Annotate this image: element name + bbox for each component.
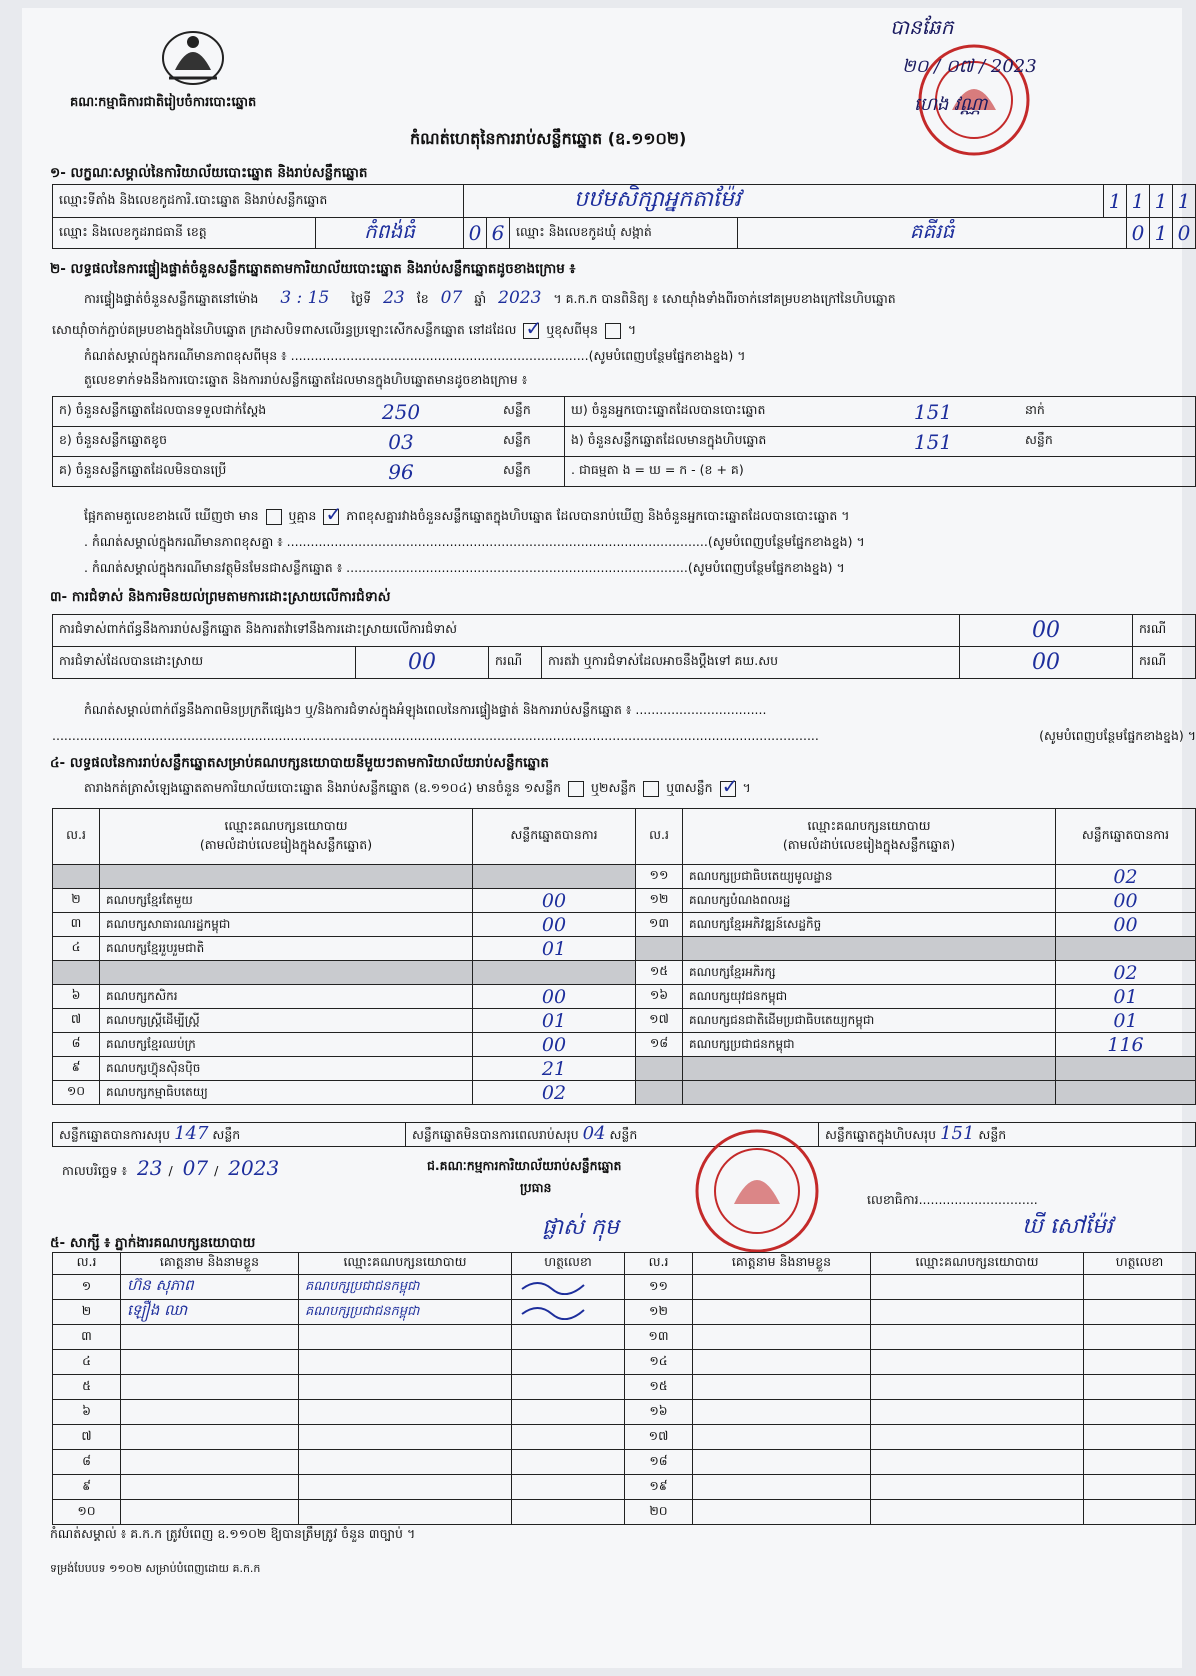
witness-name-2 xyxy=(693,1425,871,1450)
col-no-2: ល.រ xyxy=(636,809,683,865)
verify-year: 2023 xyxy=(498,288,542,308)
witness-no: ៨ xyxy=(53,1450,121,1475)
footer-form-code: ទម្រង់បែបបទ ១១០២ សម្រាប់បំពេញដោយ គ.ក.ក xyxy=(50,1562,261,1575)
witness-name xyxy=(121,1475,299,1500)
difference-note: . កំណត់សម្គាល់ក្នុងករណីមានភាពខុសគ្នា ៖ ..........................................................................................................(សូមបំពេញបន្ថែមផ្នែកខាងខ្នង) ។ xyxy=(84,534,865,549)
witness-party-2 xyxy=(871,1400,1084,1425)
three-sheet-checkbox[interactable] xyxy=(720,781,736,797)
objection-count: 00 xyxy=(960,615,1133,647)
result-row xyxy=(53,913,1196,937)
witness-no: ៥ xyxy=(53,1375,121,1400)
witness-party: គណបក្សប្រជាជនកម្ពុជា xyxy=(299,1300,512,1325)
verify-month-label: ខែ xyxy=(416,291,429,306)
appeal-unit: ករណី xyxy=(1133,647,1196,679)
witness-name xyxy=(121,1325,299,1350)
changed-checkbox[interactable] xyxy=(605,323,621,339)
witness-row xyxy=(53,1475,1196,1500)
verify-time-label: ការផ្ទៀងផ្ទាត់ចំនួនសន្លឹកឆ្នោតនៅម៉ោង xyxy=(84,291,259,306)
figure-label-2: ង) ចំនួនសន្លឹកឆ្នោតដែលមានក្នុងហិបឆ្នោត xyxy=(565,427,848,457)
section2-heading: ២- លទ្ធផលនៃការផ្ទៀងផ្ទាត់ចំនួនសន្លឹកឆ្នោតតាមការិយាល័យបោះឆ្នោត និងរាប់សន្លឹកឆ្នោតដូចខាងក្រោម ៖ xyxy=(50,261,576,277)
result-row xyxy=(53,1033,1196,1057)
figure-unit: សន្លឹក xyxy=(497,427,565,457)
witness-col-party-2: ឈ្មោះគណបក្សនយោបាយ xyxy=(871,1253,1084,1275)
appeal-count: 00 xyxy=(960,647,1133,679)
witness-party-2 xyxy=(871,1425,1084,1450)
commune-code-digit: 0 xyxy=(1127,218,1150,249)
witness-signature-2 xyxy=(1084,1500,1196,1525)
witness-no: ២ xyxy=(53,1300,121,1325)
section1-heading: ១- លក្ខណៈសម្គាល់នៃការិយាល័យបោះឆ្នោត និងរាប់សន្លឹកឆ្នោត xyxy=(50,165,368,181)
result-party-2 xyxy=(683,1081,1056,1105)
verify-year-label: ឆ្នាំ xyxy=(474,291,487,306)
witness-name-2 xyxy=(693,1350,871,1375)
witness-signature xyxy=(512,1300,625,1325)
chair-label: ប្រធាន xyxy=(520,1180,552,1195)
total-in-box: សន្លឹកឆ្នោតក្នុងហិបសរុប 151 សន្លឹក xyxy=(819,1123,1196,1147)
result-row xyxy=(53,1057,1196,1081)
result-no-2 xyxy=(636,1057,683,1081)
witness-party: គណបក្សប្រជាជនកម្ពុជា xyxy=(299,1275,512,1300)
committee-red-stamp xyxy=(682,1126,832,1256)
result-party: គណបក្សហ៊្វុនស៊ិនប៉ិច xyxy=(100,1057,473,1081)
station-code-digit: 1 xyxy=(1173,185,1196,218)
no-difference-checkbox[interactable] xyxy=(323,509,339,525)
footer-note: កំណត់សម្គាល់ ៖ គ.ក.ក ត្រូវបំពេញ ឧ.១១០២ ឱ្យបានត្រឹមត្រូវ ចំនួន ៣ច្បាប់ ។ xyxy=(50,1526,416,1541)
witness-row xyxy=(53,1450,1196,1475)
witness-signature xyxy=(512,1450,625,1475)
figures-row xyxy=(53,397,1196,427)
compare-has-label: ផ្អែកតាមតួលេខខាងលើ ឃើញថា មាន xyxy=(84,508,259,523)
tally-two-label: ឬ២សន្លឹក xyxy=(591,780,637,795)
result-row xyxy=(53,1009,1196,1033)
result-party-2 xyxy=(683,1057,1056,1081)
station-code-digit: 1 xyxy=(1150,185,1173,218)
result-votes xyxy=(473,865,636,889)
witness-row xyxy=(53,1300,1196,1325)
result-votes-2: 116 xyxy=(1056,1033,1196,1057)
witness-party-2 xyxy=(871,1350,1084,1375)
witness-name xyxy=(121,1500,299,1525)
witness-signature xyxy=(512,1475,625,1500)
witness-no: ៤ xyxy=(53,1350,121,1375)
witness-no-2: ១៦ xyxy=(625,1400,693,1425)
result-no-2: ១៨ xyxy=(636,1033,683,1057)
result-votes-2: 01 xyxy=(1056,1009,1196,1033)
result-party-2: គណបក្សប្រជាជនកម្ពុជា xyxy=(683,1033,1056,1057)
witness-name-2 xyxy=(693,1500,871,1525)
witness-row xyxy=(53,1500,1196,1525)
witness-no-2: ២០ xyxy=(625,1500,693,1525)
figure-value: 250 xyxy=(305,397,497,427)
result-party: គណបក្សកសិករ xyxy=(100,985,473,1009)
figure-unit: សន្លឹក xyxy=(497,457,565,487)
witness-col-sign: ហត្ថលេខា xyxy=(512,1253,625,1275)
objection-unit: ករណី xyxy=(1133,615,1196,647)
result-no-2: ១៦ xyxy=(636,985,683,1009)
witness-party-2 xyxy=(871,1500,1084,1525)
tally-sheet-line: តារាងកត់ត្រាសំឡេងឆ្នោតតាមការិយាល័យបោះឆ្នោត និងរាប់សន្លឹកឆ្នោត (ឧ.១១០៤) មានចំនួន ១សន្លឹក ឬ២សន្លឹក ឬ៣សន្លឹក ✓ ។ xyxy=(84,780,751,799)
resolved-label: ការជំទាស់ដែលបានដោះស្រាយ xyxy=(53,647,356,679)
figures-table xyxy=(52,396,1196,487)
stamp-check-name: ហេង វណ្ណា xyxy=(914,94,988,115)
result-party: គណបក្សខ្មែរឈប់ក្រ xyxy=(100,1033,473,1057)
verify-line-tail: ។ គ.ក.ក បានពិនិត្យ ៖ សោយ៉ាំងទាំងពីរចាក់នៅគម្របខាងក្រៅនៃហិបឆ្នោត xyxy=(553,291,896,306)
result-party-2: គណបក្សជនជាតិដើមប្រជាធិបតេយ្យកម្ពុជា xyxy=(683,1009,1056,1033)
witness-no-2: ១៧ xyxy=(625,1425,693,1450)
figure-value: 96 xyxy=(305,457,497,487)
irregularity-note: កំណត់សម្គាល់ពាក់ព័ន្ធនឹងភាពមិនប្រក្រតីផ្សេងៗ ឬ/និងការជំទាស់ក្នុងអំឡុងពេលនៃការផ្ទៀងផ្ទាត់ និងការរាប់សន្លឹកឆ្នោត ៖ ................................. xyxy=(84,702,767,717)
result-no-2: ១៥ xyxy=(636,961,683,985)
station-code-digit: 1 xyxy=(1127,185,1150,218)
witness-no-2: ១៤ xyxy=(625,1350,693,1375)
witness-no: ១០ xyxy=(53,1500,121,1525)
witness-row xyxy=(53,1400,1196,1425)
result-votes: 01 xyxy=(473,1009,636,1033)
witness-row xyxy=(53,1375,1196,1400)
witness-no: ១ xyxy=(53,1275,121,1300)
figures-row xyxy=(53,457,1196,487)
col-party: ឈ្មោះគណបក្សនយោបាយ (តាមលំដាប់លេខរៀងក្នុងសន្លឹកឆ្នោត) xyxy=(100,809,473,865)
result-no: ៧ xyxy=(53,1009,100,1033)
witness-signature-2 xyxy=(1084,1425,1196,1450)
has-difference-checkbox[interactable] xyxy=(266,509,282,525)
witness-row xyxy=(53,1425,1196,1450)
commission-emblem-icon xyxy=(157,20,229,88)
witness-party-2 xyxy=(871,1275,1084,1300)
chair-signature: ផ្លាស់ កុម xyxy=(542,1215,619,1240)
total-invalid: សន្លឹកឆ្នោតមិនបានការពេលរាប់សរុប 04 សន្លឹក xyxy=(406,1123,819,1147)
result-row xyxy=(53,985,1196,1009)
result-no-2 xyxy=(636,1081,683,1105)
verify-time: 3 : 15 xyxy=(280,288,330,308)
witness-col-no-2: ល.រ xyxy=(625,1253,693,1275)
result-votes xyxy=(473,961,636,985)
witness-party xyxy=(299,1450,512,1475)
witness-no-2: ១២ xyxy=(625,1300,693,1325)
result-party-2: គណបក្សប្រជាធិបតេយ្យមូលដ្ឋាន xyxy=(683,865,1056,889)
results-table xyxy=(52,808,1196,1105)
result-no-2: ១១ xyxy=(636,865,683,889)
witness-row xyxy=(53,1275,1196,1300)
province-code-digit: 6 xyxy=(487,218,510,249)
objections-table xyxy=(52,614,1196,679)
result-no: ៨ xyxy=(53,1033,100,1057)
witness-party-2 xyxy=(871,1375,1084,1400)
result-party-2: គណបក្សខ្មែរអភិវឌ្ឍន៍សេដ្ឋកិច្ច xyxy=(683,913,1056,937)
one-sheet-checkbox[interactable] xyxy=(568,781,584,797)
secretary-label: លេខាធិការ.............................. xyxy=(867,1192,1038,1207)
province-label: ឈ្មោះ និងលេខកូដរាជធានី ខេត្ត xyxy=(53,218,316,249)
verify-changed-note: កំណត់សម្គាល់ក្នុងករណីមានភាពខុសពីមុន ៖ ...........................................................................(សូមបំពេញបន្ថែមផ្នែកខាងខ្នង) ។ xyxy=(84,348,746,363)
result-votes-2: 02 xyxy=(1056,865,1196,889)
witness-no: ៦ xyxy=(53,1400,121,1425)
tally-three-label: ឬ៣សន្លឹក xyxy=(666,780,713,795)
verify-changed-label: ឬខុសពីមុន xyxy=(546,322,598,337)
result-row xyxy=(53,961,1196,985)
result-votes-2 xyxy=(1056,937,1196,961)
col-votes-2: សន្លឹកឆ្នោតបានការ xyxy=(1056,809,1196,865)
witness-col-sign-2: ហត្ថលេខា xyxy=(1084,1253,1196,1275)
verify-day-label: ថ្ងៃទី xyxy=(351,291,372,306)
witness-party xyxy=(299,1400,512,1425)
figure-label: ក) ចំនួនសន្លឹកឆ្នោតដែលបានទទួលជាក់ស្តែង xyxy=(53,397,306,427)
col-no: ល.រ xyxy=(53,809,100,865)
compare-none-label: ឬគ្មាន xyxy=(288,508,317,523)
witness-party-2 xyxy=(871,1475,1084,1500)
unchanged-checkbox[interactable] xyxy=(523,323,539,339)
date-month: 07 xyxy=(182,1156,209,1180)
objection-label: ការជំទាស់ពាក់ព័ន្ធនឹងការរាប់សន្លឹកឆ្នោត និងការតវ៉ាទៅនឹងការដោះស្រាយលើការជំទាស់ xyxy=(53,615,960,647)
witness-signature-2 xyxy=(1084,1325,1196,1350)
witness-signature xyxy=(512,1500,625,1525)
witness-no: ៧ xyxy=(53,1425,121,1450)
result-no: ២ xyxy=(53,889,100,913)
figure-value-2: 151 xyxy=(847,427,1019,457)
witness-party xyxy=(299,1425,512,1450)
result-row xyxy=(53,889,1196,913)
province-code-digit: 0 xyxy=(464,218,487,249)
verification-line-1 xyxy=(84,288,1184,310)
witness-name xyxy=(121,1450,299,1475)
witness-no-2: ១៥ xyxy=(625,1375,693,1400)
figure-unit-2: នាក់ xyxy=(1019,397,1196,427)
witness-party-2 xyxy=(871,1325,1084,1350)
result-votes-2 xyxy=(1056,1057,1196,1081)
result-votes: 21 xyxy=(473,1057,636,1081)
result-no-2: ១២ xyxy=(636,889,683,913)
result-votes-2: 01 xyxy=(1056,985,1196,1009)
result-votes-2: 00 xyxy=(1056,913,1196,937)
result-no-2: ១៣ xyxy=(636,913,683,937)
section3-heading: ៣- ការជំទាស់ និងការមិនយល់ព្រមតាមការដោះស្រាយលើការជំទាស់ xyxy=(50,589,391,605)
result-no: ៤ xyxy=(53,937,100,961)
commune-code-digit: 0 xyxy=(1173,218,1196,249)
witness-party xyxy=(299,1500,512,1525)
witness-name-2 xyxy=(693,1475,871,1500)
figure-label: ខ) ចំនួនសន្លឹកឆ្នោតខូច xyxy=(53,427,306,457)
witness-signature-2 xyxy=(1084,1350,1196,1375)
witness-no-2: ១៩ xyxy=(625,1475,693,1500)
resolved-count: 00 xyxy=(356,647,489,679)
commune-code-digit: 1 xyxy=(1150,218,1173,249)
witness-name: ហ៊ន សុភាព xyxy=(121,1275,299,1300)
result-row xyxy=(53,937,1196,961)
witness-row xyxy=(53,1350,1196,1375)
result-party-2: គណបក្សខ្មែរអភិរក្ស xyxy=(683,961,1056,985)
result-no: ៦ xyxy=(53,985,100,1009)
result-row xyxy=(53,1081,1196,1105)
result-votes: 01 xyxy=(473,937,636,961)
result-votes: 00 xyxy=(473,1033,636,1057)
result-party: គណបក្សកម្មាធិបតេយ្យ xyxy=(100,1081,473,1105)
signature-scribble xyxy=(518,1277,598,1295)
result-party: គណបក្សខ្មែររួបរួមជាតិ xyxy=(100,937,473,961)
witness-party xyxy=(299,1475,512,1500)
section1-table xyxy=(52,184,1196,249)
stamp-check-date: ២០ / ០៧ / 2023 xyxy=(902,56,1037,77)
witness-no: ៩ xyxy=(53,1475,121,1500)
result-votes: 00 xyxy=(473,889,636,913)
witness-col-no: ល.រ xyxy=(53,1253,121,1275)
result-party: គណបក្សសាធារណរដ្ឋកម្ពុជា xyxy=(100,913,473,937)
committee-label: ជ.គណៈកម្មការការិយាល័យរាប់សន្លឹកឆ្នោត xyxy=(427,1158,622,1173)
result-votes-2: 02 xyxy=(1056,961,1196,985)
witness-signature xyxy=(512,1375,625,1400)
witness-signature xyxy=(512,1325,625,1350)
result-no xyxy=(53,865,100,889)
witness-name-2 xyxy=(693,1450,871,1475)
witness-signature xyxy=(512,1350,625,1375)
witness-name-2 xyxy=(693,1275,871,1300)
commission-name: គណៈកម្មាធិការជាតិរៀបចំការបោះឆ្នោត xyxy=(70,95,257,110)
witness-no: ៣ xyxy=(53,1325,121,1350)
figure-unit-2: សន្លឹក xyxy=(1019,427,1196,457)
result-no: ៩ xyxy=(53,1057,100,1081)
witness-no-2: ១៣ xyxy=(625,1325,693,1350)
station-label: ឈ្មោះទីតាំង និងលេខកូដការិ.បោះឆ្នោត និងរាប់សន្លឹកឆ្នោត xyxy=(53,185,464,218)
result-party: គណបក្សខ្មែរតែមួយ xyxy=(100,889,473,913)
figure-unit: សន្លឹក xyxy=(497,397,565,427)
witness-name: ឡឿង ឈា xyxy=(121,1300,299,1325)
result-party xyxy=(100,865,473,889)
result-no-2 xyxy=(636,937,683,961)
witness-name-2 xyxy=(693,1400,871,1425)
witness-name-2 xyxy=(693,1375,871,1400)
station-value: បឋមសិក្សាអ្នកតាម៉ែវ xyxy=(464,185,1104,218)
verify-month: 07 xyxy=(440,288,463,308)
witness-signature-2 xyxy=(1084,1300,1196,1325)
verification-line-2: សោយ៉ាំចាក់ភ្ជាប់គម្របខាងក្នុងនៃហិបឆ្នោត ក្រដាសបិទពាសលើរន្ធប្រឡោះសើកសន្លឹកឆ្នោត នៅដដែល ✓ ឬខុសពីមុន ។ xyxy=(52,322,636,341)
witness-table xyxy=(52,1252,1196,1525)
witness-col-name: គោត្តនាម និងនាមខ្លួន xyxy=(121,1253,299,1275)
witness-name xyxy=(121,1375,299,1400)
witness-signature xyxy=(512,1400,625,1425)
result-votes: 02 xyxy=(473,1081,636,1105)
witness-name xyxy=(121,1400,299,1425)
witness-name-2 xyxy=(693,1325,871,1350)
witness-col-party: ឈ្មោះគណបក្សនយោបាយ xyxy=(299,1253,512,1275)
province-value: កំពង់ធំ xyxy=(316,218,464,249)
witness-name xyxy=(121,1425,299,1450)
col-party-2: ឈ្មោះគណបក្សនយោបាយ (តាមលំដាប់លេខរៀងក្នុងសន្លឹកឆ្នោត) xyxy=(683,809,1056,865)
date-day: 23 xyxy=(137,1156,163,1180)
witness-signature xyxy=(512,1425,625,1450)
figure-value-2: 151 xyxy=(847,397,1019,427)
figure-label-2: ឃ) ចំនួនអ្នកបោះឆ្នោតដែលបានបោះឆ្នោត xyxy=(565,397,848,427)
result-votes-2: 00 xyxy=(1056,889,1196,913)
witness-name-2 xyxy=(693,1300,871,1325)
witness-signature-2 xyxy=(1084,1475,1196,1500)
figure-unit-2 xyxy=(1019,457,1196,487)
figure-label-2: . ជាធម្មតា ង = ឃ = ក - (ខ + គ) xyxy=(565,457,848,487)
foreign-object-note: . កំណត់សម្គាល់ក្នុងករណីមានវត្ថុមិនមែនជាសន្លឹកឆ្នោត ៖ ......................................................................................(សូមបំពេញបន្ថែមផ្នែកខាងខ្នង) ។ xyxy=(84,560,845,575)
witness-signature-2 xyxy=(1084,1450,1196,1475)
verify-day: 23 xyxy=(383,288,405,308)
compare-tail: ភាពខុសគ្នារវាងចំនួនសន្លឹកឆ្នោតក្នុងហិបឆ្នោត ដែលបានរាប់ឃើញ និងចំនួនអ្នកបោះឆ្នោតដែលបានបោះឆ្នោត ។ xyxy=(346,508,850,523)
witness-party xyxy=(299,1350,512,1375)
figure-label: គ) ចំនួនសន្លឹកឆ្នោតដែលមិនបានប្រើ xyxy=(53,457,306,487)
tally-one-label: តារាងកត់ត្រាសំឡេងឆ្នោតតាមការិយាល័យបោះឆ្នោត និងរាប់សន្លឹកឆ្នោត (ឧ.១១០៤) មានចំនួន ១សន្លឹក xyxy=(84,780,562,795)
station-code-digit: 1 xyxy=(1104,185,1127,218)
section4-heading: ៤- លទ្ធផលនៃការរាប់សន្លឹកឆ្នោតសម្រាប់គណបក្សនយោបាយនីមួយៗតាមការិយាល័យរាប់សន្លឹកឆ្នោត xyxy=(50,755,549,771)
form-title: កំណត់ហេតុនៃការរាប់សន្លឹកឆ្នោត (ឧ.១១០២) xyxy=(410,129,687,148)
total-valid: សន្លឹកឆ្នោតបានការសរុប 147 សន្លឹក xyxy=(53,1123,406,1147)
figure-value: 03 xyxy=(305,427,497,457)
commune-label: ឈ្មោះ និងលេខកូដឃុំ សង្កាត់ xyxy=(510,218,738,249)
witness-no-2: ១៨ xyxy=(625,1450,693,1475)
result-no xyxy=(53,961,100,985)
secretary-signature: ឃី សៅម៉ែវ xyxy=(1022,1214,1113,1239)
witness-name xyxy=(121,1350,299,1375)
result-no: ១០ xyxy=(53,1081,100,1105)
resolved-unit: ករណី xyxy=(489,647,542,679)
result-party: គណបក្សស្ត្រីដើម្បីស្ត្រី xyxy=(100,1009,473,1033)
figures-intro: តួលេខទាក់ទងនឹងការបោះឆ្នោត និងការរាប់សន្លឹកឆ្នោតដែលមានក្នុងហិបឆ្នោតមានដូចខាងក្រោម ៖ xyxy=(84,372,528,387)
result-party-2: គណបក្សយុវជនកម្ពុជា xyxy=(683,985,1056,1009)
irregularity-note-tail: ................................................................................................................................................................................................. (សូមបំពេញបន្ថែមផ្នែកខាងខ្នង) ។ xyxy=(52,728,1196,743)
date-line: កាលបរិច្ឆេទ ៖ 23 / 07 / 2023 xyxy=(62,1156,285,1182)
result-votes: 00 xyxy=(473,985,636,1009)
commune-value: គគីរធំ xyxy=(738,218,1127,249)
witness-signature-2 xyxy=(1084,1275,1196,1300)
result-party-2 xyxy=(683,937,1056,961)
witness-party-2 xyxy=(871,1300,1084,1325)
date-year: 2023 xyxy=(228,1156,280,1180)
result-no-2: ១៧ xyxy=(636,1009,683,1033)
result-votes-2 xyxy=(1056,1081,1196,1105)
result-party-2: គណបក្សបំណងពលរដ្ឋ xyxy=(683,889,1056,913)
figure-value-2 xyxy=(847,457,1019,487)
witness-row xyxy=(53,1325,1196,1350)
form-page xyxy=(22,8,1196,1668)
verify-unchanged-label: សោយ៉ាំចាក់ភ្ជាប់គម្របខាងក្នុងនៃហិបឆ្នោត ក្រដាសបិទពាសលើរន្ធប្រឡោះសើកសន្លឹកឆ្នោត នៅដដែល xyxy=(52,322,517,337)
totals-row xyxy=(52,1122,1196,1147)
compare-line xyxy=(84,508,850,527)
result-party xyxy=(100,961,473,985)
figures-row xyxy=(53,427,1196,457)
witness-no-2: ១១ xyxy=(625,1275,693,1300)
witness-party xyxy=(299,1375,512,1400)
col-votes: សន្លឹកឆ្នោតបានការ xyxy=(473,809,636,865)
section5-heading: ៥- សាក្សី ៖ ភ្នាក់ងារគណបក្សនយោបាយ xyxy=(50,1235,256,1251)
witness-signature xyxy=(512,1275,625,1300)
witness-signature-2 xyxy=(1084,1400,1196,1425)
result-row xyxy=(53,865,1196,889)
result-votes: 00 xyxy=(473,913,636,937)
signature-scribble xyxy=(518,1302,598,1320)
appeal-label: ការតវ៉ា ឬការជំទាស់ដែលអាចនឹងប្តឹងទៅ គឃ.សប xyxy=(542,647,960,679)
witness-signature-2 xyxy=(1084,1375,1196,1400)
witness-party-2 xyxy=(871,1450,1084,1475)
witness-party xyxy=(299,1325,512,1350)
two-sheet-checkbox[interactable] xyxy=(643,781,659,797)
witness-col-name-2: គោត្តនាម និងនាមខ្លួន xyxy=(693,1253,871,1275)
result-no: ៣ xyxy=(53,913,100,937)
stamp-check-label: បានឆែក xyxy=(890,15,954,39)
